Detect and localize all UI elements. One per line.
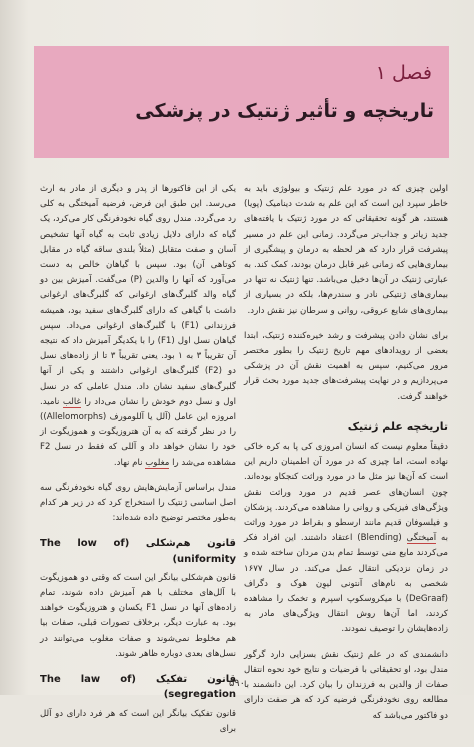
law-uniformity-heading: قانون هم‌شکلی (The low of uniformity) xyxy=(40,538,236,565)
left-column xyxy=(40,182,236,747)
body-text: دقیقاً معلوم نیست که انسان امروزی کی پا به کره خاکی نهاده است، اما چیزی که در مورد آن اطمینان داریم این است که آن‌ها نیز مثل ما در مورد وراثت کنجکاو بوده‌اند. چون انسان‌های عصر قدیم در مورد وراثت نقش ویژگی‌های فیزیکی و روانی را مشاهده می‌کردند. پزشکان و فیلسوفان قدیم مانند ارسطو و بقراط در مورد وراثت به xyxy=(244,442,448,544)
body-paragraph: دانشمندی که در علم ژنتیک نقش بسزایی دارد گرگور مندل بود، او تحقیقاتی با فرضیات و نتایج خود نحوه انتقال صفات از والدین به فرزندان را بیان کرد. این دانشمند با مطالعه روی نخودفرنگی فرضیه کرد که هر صفت دارای دو فاکتور می‌باشد که xyxy=(244,649,448,721)
dominant-term: غالب xyxy=(62,396,81,407)
section-heading: تاریخچه علم ژنتیک xyxy=(347,419,448,433)
chapter-title: تاریخچه و تأثیر ژنتیک در پزشکی xyxy=(135,100,434,122)
law-segregation-text: قانون تفکیک بیانگر این است که هر فرد دارای دو آلل برای xyxy=(40,708,236,734)
right-column xyxy=(244,182,448,734)
body-text: یکی از این فاکتورها از پدر و دیگری از مادر به ارث می‌رسد. این طبق این فرض، فرضیه آمیختگی به کلی رد می‌گردد. مندل روی گیاه نخودفرنگی کار می‌کرد، یک گیاه که دارای دلایل زیادی ثابت به گیاه آنها تشخیص آسان و صفت متقابل (مثلاً بلندی ساقه گیاه در مقابل کوتاهی آن) بود. سپس با گیاهان خالص به دست می‌آورد که آنها را والدین (P) می‌گفت. آمیزش بین دو گیاه والد گلبرگ‌های ارغوانی که گلبرگ‌های ارغوانی داشت با گیاهی که دارای گلبرگ‌های سفید بود، همیشه فرزندانی (F1) با گلبرگ‌های ارغوانی می‌داد. سپس گیاهان نسل اول (F1) را با یکدیگر آمیزش داد که نتیجه آن تقریباً ۳ به ۱ بود. یعنی تقریباً ۳ تا از زاده‌های نسل دو (F2) گلبرگ‌های ارغوانی داشتند و یکی از آنها گلبرگ‌های سفید نشان داد. مندل عاملی که در نسل اول و نسل دوم خودش را نشان می‌داد را xyxy=(40,184,237,407)
law-segregation-heading: قانون تفکیک (The law of segregation) xyxy=(40,674,236,701)
law-uniformity-text: قانون هم‌شکلی بیانگر این است که وقتی دو هموزیگوت با آلل‌های مختلف با هم آمیزش داده شوند، تمام زاده‌های آنها در نسل F1 یکسان و هتروزیگوت خواهند بود. به عبارت دیگر، برخلاف تصورات قبلی، صفات بیا هم مخلوط نمی‌شوند و صفات مغلوب می‌توانند در نسل‌های بعدی دوباره ظاهر شوند. xyxy=(40,572,237,659)
body-text: نام نهاد. xyxy=(113,457,143,468)
intro-paragraph: اولین چیزی که در مورد علم ژنتیک و بیولوژی باید به خاطر سپرد این است که این علم به شدت دینامیک (پویا) هستند، هر گونه تحقیقاتی که در مورد ژنتیک با یافته‌های جدید زیاتر و جذاب‌تر می‌گردد. زمانی این علم در مسیر پیشرفت قرار دارد که هر لحظه به درمان و پیشگیری از بیماری‌هایی که زمانی غیر قابل درمان بودند، کمک کند. به عبارتی ژنتیک در آن‌ها دخیل می‌باشد. تنها ژنتیک نه تنها در بیماری‌های ژنتیکی نادر و سندرم‌ها، بلکه در بسیاری از بیماری‌های شایع عروقی، روانی و سرطان نیز نقش دارد. xyxy=(244,184,448,316)
intro-paragraph: برای نشان دادن پیشرفت و رشد خیره‌کننده ژنتیک، ابتدا بعضی از رویدادهای مهم تاریخ ژنتیک را بطور مختصر مرور می‌کنیم، سپس به اهمیت نقش آن در پزشکی می‌پردازیم و در نهایت پیشرفت‌های جدید مورد بحث قرار خواهند گرفت. xyxy=(244,330,448,402)
chapter-label: فصل ۱ xyxy=(375,62,432,84)
body-text: نامید. امروزه این عامل (آلل یا آللومورف (Allelomorphs)) را در نظر گرفته که به آن هتروزیگوت و هموزیگوت از خود را نشان خواهد داد و آللی که فقط در نسل F2 مشاهده می‌شد را xyxy=(40,396,236,468)
page-number: ۵۹٠ xyxy=(228,678,246,689)
recessive-term: مغلوب xyxy=(145,457,170,468)
body-paragraph: مندل براساس آزمایش‌هایش روی گیاه نخودفرنگی سه اصل اساسی ژنتیک را استخراج کرد که در زیر هر کدام به‌طور مختصر توضیح داده شده‌اند: xyxy=(40,482,236,524)
blending-term: آمیختگی xyxy=(406,533,437,544)
body-text: (Blending) اعتقاد داشتند. این افراد فکر می‌کردند مایع منی توسط تمام بدن مردان ساخته شده و در زمان نزدیکی انتقال عمل می‌کند. در سال ۱۶۷۷ شخصی به نام‌های آنتونی لیوِن هوک و دگراف (DeGraaf) با میکروسکوپ اسپرم و تخمک را مشاهده کردند، اما آن‌ها روش انتقال ویژگی‌های مادر به زاده‌هایشان را توصیف نمودند. xyxy=(244,533,448,635)
body-paragraph xyxy=(244,440,448,638)
body-paragraph xyxy=(40,182,236,471)
